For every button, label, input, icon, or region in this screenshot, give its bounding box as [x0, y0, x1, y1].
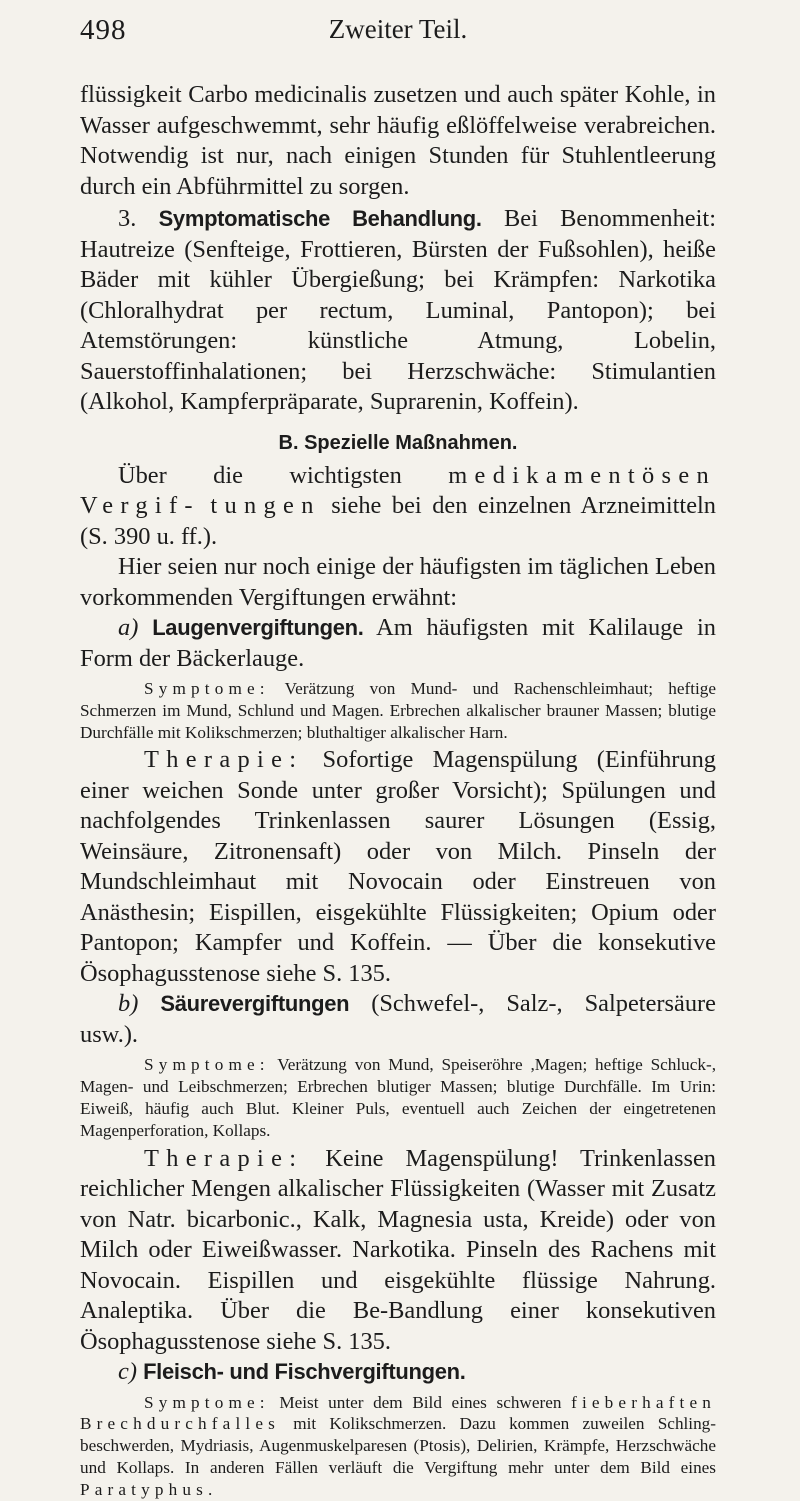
spaced-term: tungen — [210, 492, 321, 519]
page-body — [80, 80, 716, 1501]
paragraph-symptomatic-treatment — [80, 204, 716, 418]
item-heading: Symptomatische Behandlung. — [158, 206, 482, 231]
section-heading: B. Spezielle Maßnahmen. — [278, 431, 518, 454]
subsection-c-heading: c) Fleisch- und Fischvergiftungen. — [118, 1358, 466, 1386]
item-text: Bei Benommenheit: Hautreize (Senfteige, Frottieren, Bürsten der Fußsohlen), heiße Bäder mit kühler Übergießung; bei Krämpfen: Narkotika (Chloralhydrat per rectum, Luminal, Pantopon); bei Atemstörungen: künstliche Atmung, Lobelin, Sauerstoffinhalationen; bei Herzschwäche: Stimulantien (Alkohol, Kampferpräparate, Suprarenin, Koffein). — [80, 205, 716, 415]
subsection-a-heading: a) Laugenvergiftungen. Am häufigsten mit Kalilauge in Form der Bäckerlauge. — [80, 614, 716, 672]
subsection-b-heading: b) Säurevergiftungen (Schwefel-, Salz-, Salpetersäure usw.). — [80, 990, 716, 1048]
paragraph-intro-2: Hier seien nur noch einige der häufigsten im täglichen Leben vorkommenden Vergiftungen erwähnt: — [80, 553, 716, 611]
spaced-term: medikamentösen Vergif- — [80, 461, 716, 519]
paragraph-continuation: flüssigkeit Carbo medicinalis zusetzen und auch später Kohle, in Wasser aufgeschwemmt, sehr häufig eßlöffelweise verabreichen. Notwendig ist nur, nach einigen Stunden für Stuhlentleerung durch ein Abführmittel zu sorgen. — [80, 81, 716, 200]
paragraph-intro: Über die wichtigsten medikamentösen Vergif- tungen siehe bei den einzelnen Arzneimitteln (S. 390 u. ff.). — [80, 461, 716, 550]
subsection-a-symptoms: Symptome: Verätzung von Mund- und Rachenschleimhaut; heftige Schmerzen im Mund, Schlund und Magen. Erbrechen alkalischer brauner Massen; blutige Durchfälle mit Kolikschmerzen; bluthaltiger alkalischer Harn. — [80, 679, 716, 742]
item-number: 3. — [118, 205, 137, 232]
subsection-a-therapy: Therapie: Sofortige Magenspülung (Einführung einer weichen Sonde unter großer Vorsicht); Spülungen und nachfolgendes Trinkenlassen saurer Lösungen (Essig, Weinsäure, Zitronensaft) oder von Milch. Pinseln der Mundschleimhaut mit Novocain oder Einstreuen von Anästhesin; Eispillen, eisgekühlte Flüssigkeiten; Opium oder Pantopon; Kampfer und Koffein. — Über die konsekutive Ösophagusstenose siehe S. 135. — [80, 746, 716, 987]
page-number: 498 — [80, 14, 127, 46]
page-header — [80, 14, 716, 54]
running-title: Zweiter Teil. — [328, 14, 468, 44]
subsection-b-symptoms: Symptome: Verätzung von Mund, Speiseröhre ,Magen; heftige Schluck-, Magen- und Leibschmerzen; Erbrechen blutiger Massen; blutige Durchfälle. Im Urin: Eiweiß, häufig auch Blut. Kleiner Puls, eventuell auch Zeichen der eingetretenen Magenperforation, Kollaps. — [80, 1055, 716, 1140]
subsection-c-symptoms: Symptome: Meist unter dem Bild eines schweren fieberhaften Brechdurchfalles mit Kolikschmerzen. Dazu kommen zuweilen Schling-beschwerden, Mydriasis, Augenmuskelparesen (Ptosis), Delirien, Krämpfe, Herzschwäche und Kollaps. In anderen Fällen verläuft die Vergiftung mehr unter dem Bild eines Paratyphus. — [80, 1392, 716, 1499]
subsection-b-therapy: Therapie: Keine Magenspülung! Trinkenlassen reichlicher Mengen alkalischer Flüssigkeiten (Wasser mit Zusatz von Natr. bicarbonic., Kalk, Magnesia usta, Kreide) oder von Milch oder Eiweißwasser. Narkotika. Pinseln des Rachens mit Novocain. Eispillen und eisgekühlte flüssige Nahrung. Analeptika. Über die Be-Bandlung einer konsekutiven Ösophagusstenose siehe S. 135. — [80, 1144, 716, 1355]
